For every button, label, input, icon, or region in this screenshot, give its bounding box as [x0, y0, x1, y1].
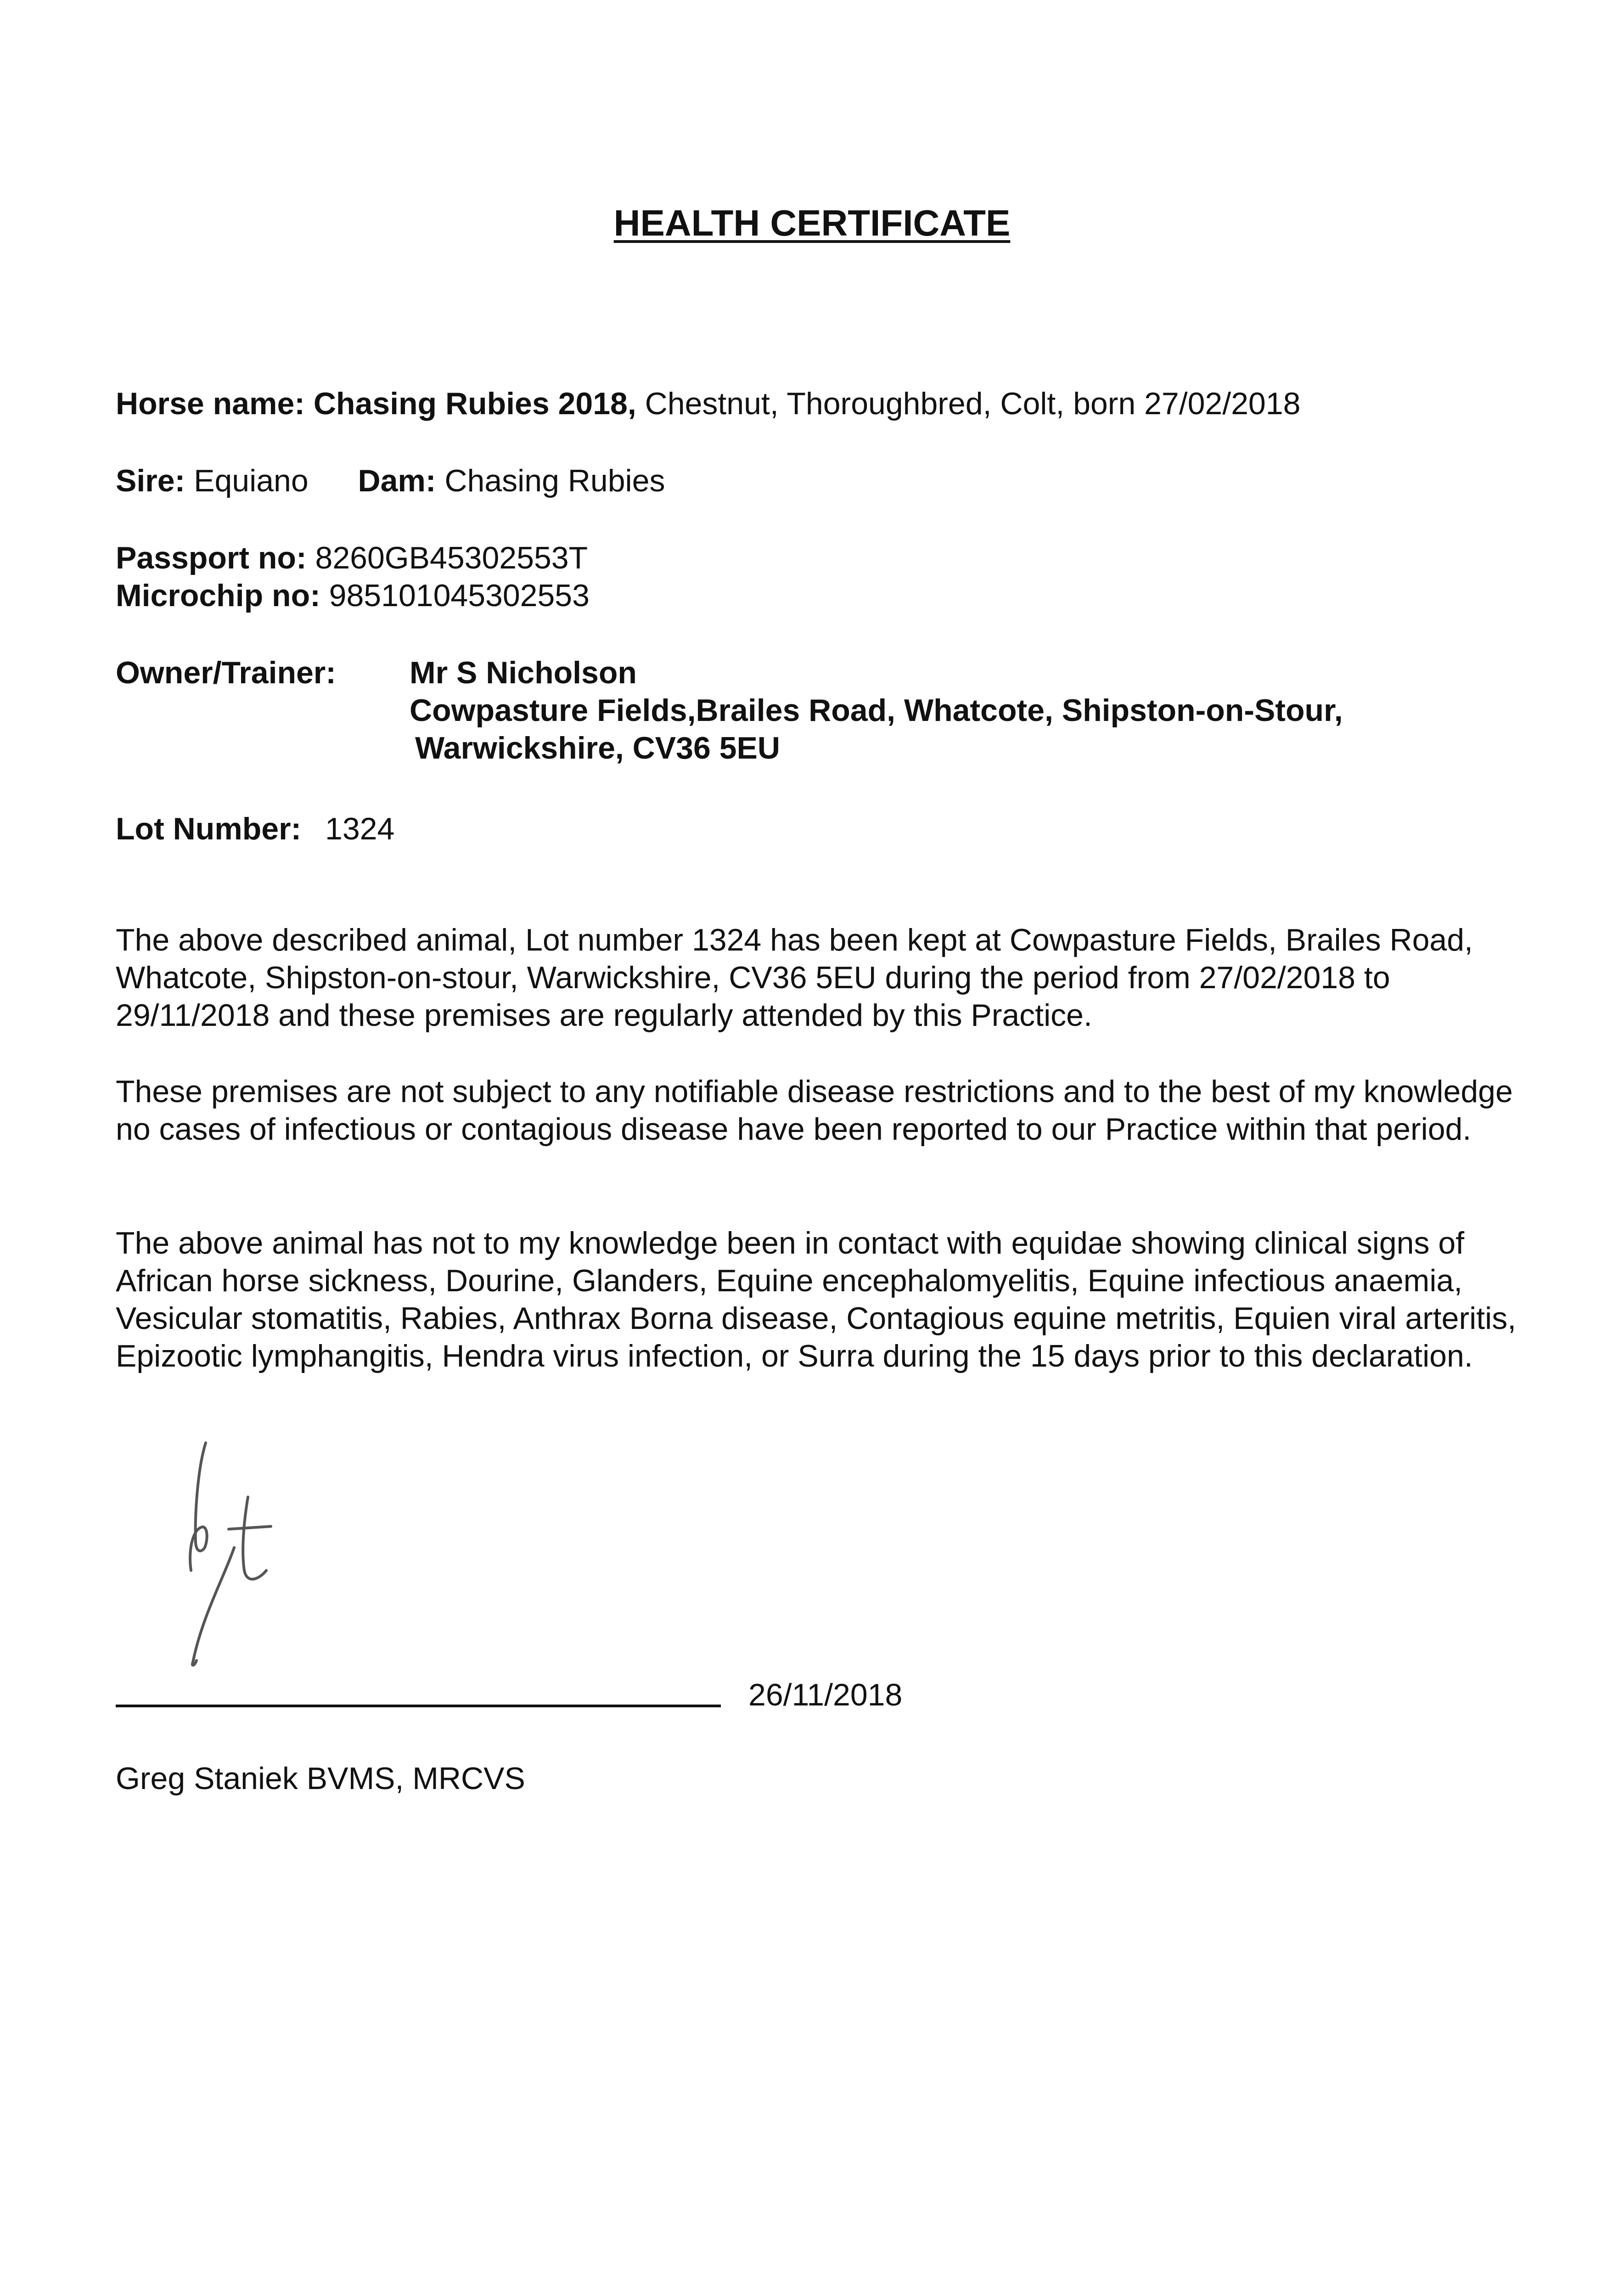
paragraph-contact-text: The above animal has not to my knowledge been in contact with equidae showing clinical signs of African horse sickness, Dourine, Glanders, Equine encephalomyelitis, Equine infectious anaemia, Vesicular stomatitis, Rabies, Anthrax Borna disease, Contagious equine metritis, Equien viral arteritis, Epizootic lymphangitis, Hendra virus infection, or Surra during the 15 days prior to this declaration.	[116, 1226, 1517, 1373]
pedigree-line	[116, 462, 665, 500]
paragraph-premises-text: The above described animal, Lot number 1324 has been kept at Cowpasture Fields, Brailes Road, Whatcote, Shipston-on-stour, Warwickshire, CV36 5EU during the period from 27/02/2018 to 29/11/2018 and these premises are regularly attended by this Practice.	[116, 923, 1473, 1033]
owner-name: Mr S Nicholson	[410, 655, 637, 690]
page-title: HEALTH CERTIFICATE	[613, 203, 1011, 243]
paragraph-contact	[116, 1224, 1530, 1375]
dam-label: Dam:	[358, 463, 436, 498]
lot-number-value: 1324	[325, 811, 395, 846]
sire-value: Equiano	[194, 463, 309, 498]
dam-value: Chasing Rubies	[444, 463, 665, 498]
microchip-line	[116, 577, 590, 614]
paragraph-premises	[116, 921, 1530, 1034]
microchip-value: 985101045302553	[329, 578, 590, 613]
paragraph-restrictions-text: These premises are not subject to any notifiable disease restrictions and to the best of my knowledge no cases of infectious or contagious disease have been reported to our Practice within that period.	[116, 1074, 1513, 1147]
owner-label: Owner/Trainer:	[116, 655, 336, 690]
owner-address-line2: Warwickshire, CV36 5EU	[415, 731, 780, 765]
passport-value: 8260GB45302553T	[315, 540, 588, 575]
microchip-label: Microchip no:	[116, 578, 320, 613]
horse-name-label: Horse name:	[116, 386, 305, 421]
signatory-name: Greg Staniek BVMS, MRCVS	[116, 1761, 525, 1796]
signature-line	[116, 1705, 721, 1707]
signature-date: 26/11/2018	[748, 1677, 903, 1712]
passport-label: Passport no:	[116, 540, 307, 575]
lot-number-line	[116, 810, 394, 848]
sire-label: Sire:	[116, 463, 185, 498]
owner-address-line1: Cowpasture Fields,Brailes Road, Whatcote, Shipston-on-Stour,	[410, 693, 1343, 728]
paragraph-restrictions	[116, 1073, 1530, 1148]
lot-number-label: Lot Number:	[116, 811, 302, 846]
handwritten-signature	[174, 1433, 294, 1671]
horse-name-line	[116, 385, 1300, 422]
passport-line	[116, 539, 588, 577]
horse-name-value: Chasing Rubies 2018,	[313, 386, 636, 421]
horse-description: Chestnut, Thoroughbred, Colt, born 27/02/2018	[645, 386, 1301, 421]
